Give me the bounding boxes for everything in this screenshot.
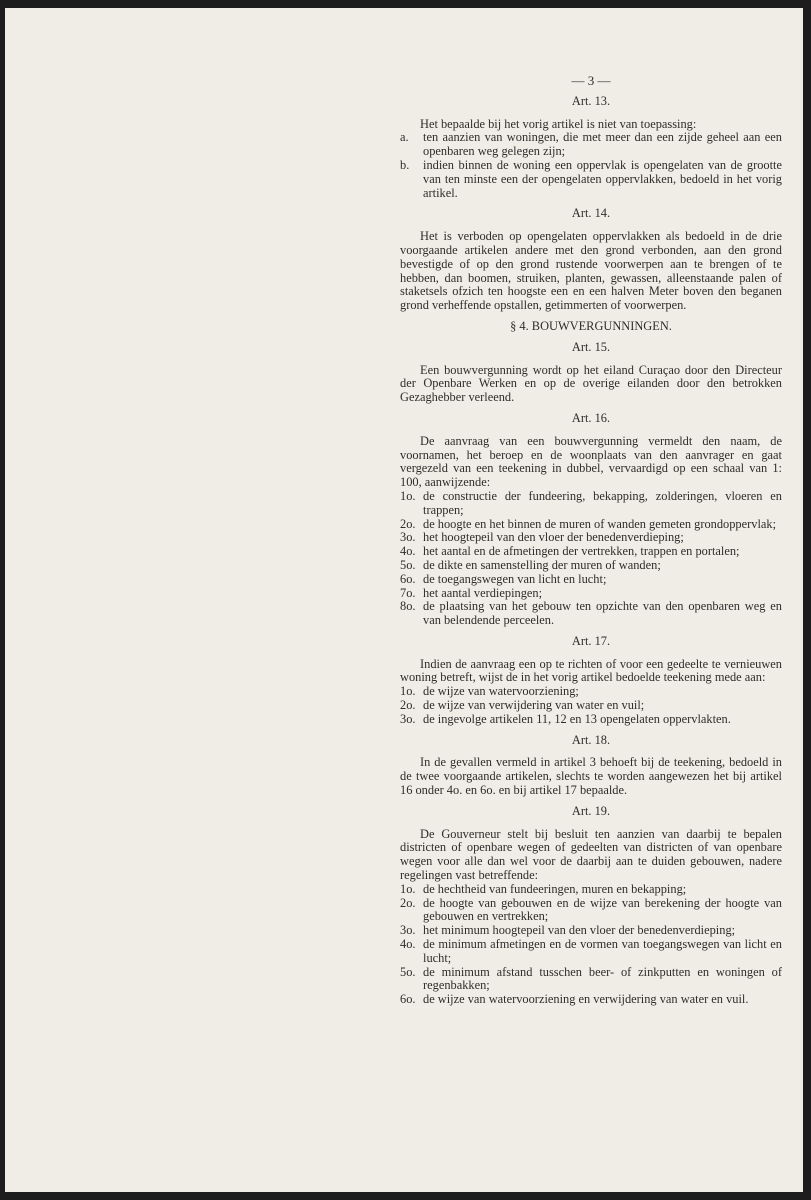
list-item: [400, 587, 782, 601]
list-text: de toegangswegen van licht en lucht;: [423, 571, 607, 586]
list-marker: 7o.: [400, 585, 416, 600]
list-marker: 6o.: [400, 571, 416, 586]
list-marker: 1o.: [400, 488, 416, 503]
list-marker: 4o.: [400, 544, 416, 559]
section-heading: § 4. BOUWVERGUNNINGEN.: [510, 318, 672, 333]
article-list: [400, 685, 782, 726]
list-text: het aantal verdiepingen;: [423, 585, 543, 600]
list-marker: 5o.: [400, 557, 416, 572]
list-item: [400, 993, 782, 1007]
list-text: de minimum afmetingen en de vormen van toegangswegen van licht en lucht;: [423, 937, 782, 965]
list-item: [400, 600, 782, 628]
article-heading: Art. 17.: [571, 633, 611, 648]
list-marker: 3o.: [400, 530, 416, 545]
article-list: [400, 883, 782, 1007]
list-item: [400, 685, 782, 699]
page-number: — 3 —: [571, 73, 611, 88]
document-body: [400, 74, 782, 1007]
list-item: [400, 897, 782, 925]
list-marker: b.: [400, 157, 410, 172]
list-text: ten aanzien van woningen, die met meer dan een zijde geheel aan een openbaren weg gelegen zijn;: [423, 130, 782, 159]
list-item: [400, 159, 782, 200]
list-text: de plaatsing van het gebouw ten opzichte van den openbaren weg en van belendende perceelen.: [423, 599, 782, 628]
list-item: [400, 490, 782, 518]
list-text: de hoogte van gebouwen en de wijze van berekening der hoogte van gebouwen en vertrekken;: [423, 895, 782, 924]
article-heading: Art. 19.: [571, 803, 611, 818]
list-marker: 8o.: [400, 599, 416, 614]
list-item: [400, 883, 782, 897]
article-list: [400, 490, 782, 628]
list-item: [400, 559, 782, 573]
article-paragraph: Indien de aanvraag een op te richten of voor een gedeelte te vernieuwen woning betreft, wijst de in het vorig artikel bedoelde teekening mede aan:: [400, 656, 782, 685]
article-heading: Art. 13.: [571, 93, 611, 108]
list-text: de wijze van watervoorziening;: [423, 684, 579, 699]
list-marker: 1o.: [400, 684, 416, 699]
list-text: indien binnen de woning een oppervlak is opengelaten van de grootte van ten minste een der opengelaten oppervlakken, bedoeld in het vorig artikel.: [423, 157, 782, 200]
list-marker: a.: [400, 130, 409, 145]
list-text: de wijze van verwijdering van water en vuil;: [423, 698, 645, 713]
list-marker: 2o.: [400, 698, 416, 713]
article-paragraph: Het bepaalde bij het vorig artikel is niet van toepassing:: [420, 116, 697, 131]
list-text: de wijze van watervoorziening en verwijdering van water en vuil.: [423, 992, 749, 1007]
list-item: [400, 131, 782, 159]
list-item: [400, 545, 782, 559]
article-paragraph: De Gouverneur stelt bij besluit ten aanzien van daarbij te bepalen districten of openbare wegen of gedeelten van districten of van openbare wegen voor alle dan wel voor de daarbij aan te duiden gebouwen, nadere regelingen vast betreffende:: [400, 826, 782, 883]
list-item: [400, 531, 782, 545]
list-item: [400, 938, 782, 966]
list-marker: 5o.: [400, 964, 416, 979]
list-text: de dikte en samenstelling der muren of wanden;: [423, 557, 661, 572]
list-item: [400, 713, 782, 727]
list-item: [400, 573, 782, 587]
list-text: de hoogte en het binnen de muren of wanden gemeten grondoppervlak;: [423, 516, 777, 531]
list-marker: 3o.: [400, 711, 416, 726]
list-item: [400, 966, 782, 994]
list-item: [400, 699, 782, 713]
article-heading: Art. 16.: [571, 410, 611, 425]
article-paragraph: In de gevallen vermeld in artikel 3 behoeft bij de teekening, bedoeld in de twee voorgaande artikelen, slechts te worden aangewezen het bij artikel 16 onder 4o. en 6o. en bij artikel 17 bepaalde.: [400, 755, 782, 798]
list-marker: 6o.: [400, 992, 416, 1007]
list-marker: 3o.: [400, 923, 416, 938]
list-marker: 4o.: [400, 937, 416, 952]
list-text: het aantal en de afmetingen der vertrekken, trappen en portalen;: [423, 544, 740, 559]
article-list: [400, 131, 782, 200]
list-item: [400, 518, 782, 532]
article-paragraph: De aanvraag van een bouwvergunning vermeldt den naam, de voornamen, het beroep en de woonplaats van den aanvrager en gaat vergezeld van een teekening in dubbel, vervaardigd op een schaal van 1: 100, aanwijzende:: [400, 433, 782, 490]
article-heading: Art. 15.: [571, 339, 611, 354]
list-marker: 2o.: [400, 895, 416, 910]
list-text: de constructie der fundeering, bekapping, zolderingen, vloeren en trappen;: [423, 488, 782, 517]
list-text: het minimum hoogtepeil van den vloer der benedenverdieping;: [423, 923, 736, 938]
article-heading: Art. 18.: [571, 732, 611, 747]
list-text: het hoogtepeil van den vloer der benedenverdieping;: [423, 530, 684, 545]
list-text: de hechtheid van fundeeringen, muren en bekapping;: [423, 881, 687, 896]
article-paragraph: Het is verboden op opengelaten oppervlakken als bedoeld in de drie voorgaande artikelen andere met den grond verbonden, aan den grond bevestigde of op den grond rustende voorwerpen aan te brengen of te hebben, dan boomen, struiken, planten, gewassen, alleenstaande palen of staketsels ofzich ten hoogste een en een halven Meter boven den beganen grond verheffende opstallen, getimmerten of voorwerpen.: [400, 229, 782, 313]
list-text: de ingevolge artikelen 11, 12 en 13 opengelaten oppervlakten.: [423, 711, 731, 726]
list-marker: 1o.: [400, 881, 416, 896]
list-item: [400, 924, 782, 938]
list-text: de minimum afstand tusschen beer- of zinkputten en woningen of regenbakken;: [423, 964, 782, 993]
list-marker: 2o.: [400, 516, 416, 531]
article-heading: Art. 14.: [571, 206, 611, 221]
article-paragraph: Een bouwvergunning wordt op het eiland Curaçao door den Directeur der Openbare Werken en op de overige eilanden door den betrokken Gezaghebber verleend.: [400, 362, 782, 405]
